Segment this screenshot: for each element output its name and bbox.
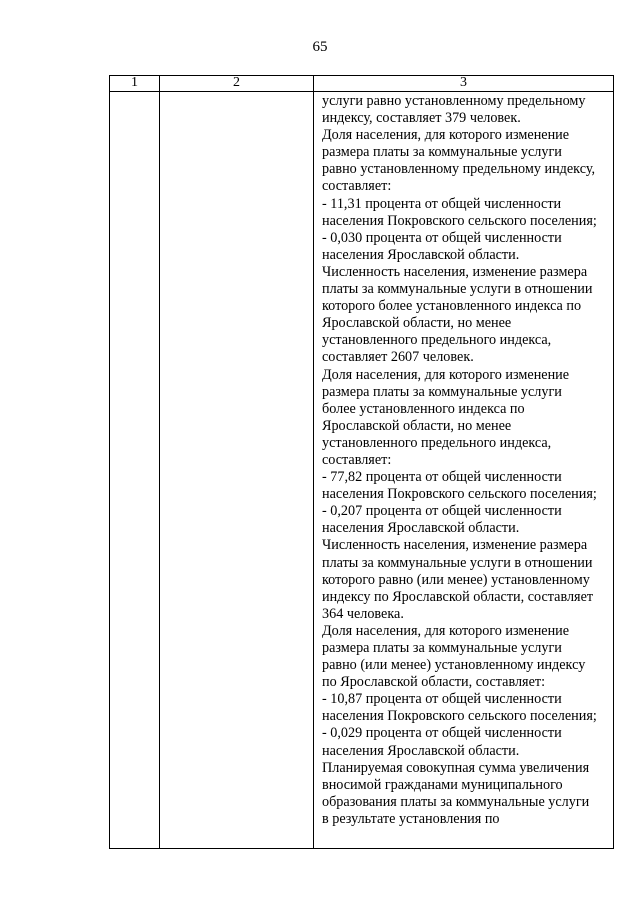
text-line: вносимой гражданами муниципального [322, 776, 563, 793]
column-header-2: 2 [160, 76, 314, 92]
text-line: равно (или менее) установленному индексу [322, 657, 586, 674]
text-line: Доля населения, для которого изменение [322, 127, 570, 144]
text-line: - 77,82 процента от общей численности [322, 469, 562, 486]
page-number: 65 [312, 39, 328, 55]
text-line: населения Ярославской области. [322, 742, 520, 759]
cell-col-2 [160, 92, 314, 849]
text-line: размера платы за коммунальные услуги [322, 144, 562, 161]
text-line: составляет: [322, 451, 392, 468]
text-line: Численность населения, изменение размера [322, 537, 588, 554]
text-line: составляет 2607 человек. [322, 349, 474, 366]
cell-col-1 [110, 92, 160, 849]
data-table [109, 75, 614, 849]
text-line: равно установленному предельному индексу, [322, 161, 596, 178]
column-header-1: 1 [110, 76, 160, 92]
text-line: по Ярославской области, составляет: [322, 674, 546, 691]
cell-col-3 [314, 92, 614, 849]
text-line: платы за коммунальные услуги в отношении [322, 554, 593, 571]
text-line: 364 человека. [322, 605, 404, 622]
text-line: Численность населения, изменение размера [322, 263, 588, 280]
table-header-row [110, 76, 614, 92]
text-line: составляет: [322, 178, 392, 195]
text-line: населения Покровского сельского поселения; [322, 486, 597, 503]
table-row [110, 92, 614, 849]
text-line: более установленного индекса по [322, 400, 525, 417]
text-line: Доля населения, для которого изменение [322, 622, 570, 639]
cell-text-block [314, 92, 613, 828]
text-line: размера платы за коммунальные услуги [322, 383, 562, 400]
text-line: установленного предельного индекса, [322, 434, 552, 451]
text-line: - 11,31 процента от общей численности [322, 195, 562, 212]
text-line: услуги равно установленному предельному [322, 93, 586, 109]
text-line: которого более установленного индекса по [322, 298, 582, 315]
text-line: которого равно (или менее) установленному [322, 571, 590, 588]
text-line: - 0,030 процента от общей численности [322, 229, 562, 246]
text-line: образования платы за коммунальные услуги [322, 793, 590, 810]
text-line: размера платы за коммунальные услуги [322, 640, 562, 656]
text-line: индексу по Ярославской области, составляет [322, 588, 594, 605]
text-line: индексу, составляет 379 человек. [322, 110, 521, 127]
text-line: населения Ярославской области. [322, 246, 520, 263]
text-line: Ярославской области, но менее [322, 315, 512, 332]
text-line: населения Ярославской области. [322, 520, 520, 537]
text-line: в результате установления по [322, 810, 500, 827]
text-line: - 10,87 процента от общей численности [322, 691, 562, 708]
text-line: Ярославской области, но менее [322, 417, 512, 434]
text-line: населения Покровского сельского поселения; [322, 708, 597, 725]
text-line: Доля населения, для которого изменение [322, 366, 570, 383]
text-line: - 0,207 процента от общей численности [322, 503, 562, 520]
column-header-3: 3 [314, 76, 614, 92]
text-line: платы за коммунальные услуги в отношении [322, 281, 593, 298]
text-line: - 0,029 процента от общей численности [322, 725, 562, 742]
text-line: установленного предельного индекса, [322, 332, 552, 349]
text-line: населения Покровского сельского поселения; [322, 212, 597, 229]
text-line: Планируемая совокупная сумма увеличения [322, 759, 590, 776]
